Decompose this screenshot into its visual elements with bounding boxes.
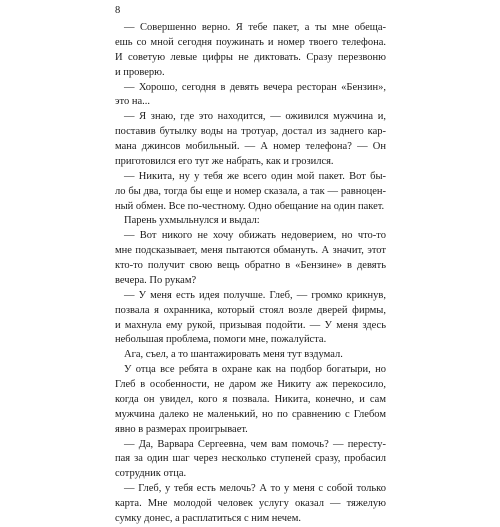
text-line: пая за один шаг через несколько ступеней сразу, пробасил <box>115 453 386 465</box>
text-line: Парень ухмыльнулся и выдал: <box>124 215 260 227</box>
text-line: И советую левые цифры не диктовать. Сразу перезвоню <box>115 51 386 63</box>
text-line: небольшая проблема, помоги мне, пожалуйста. <box>115 334 327 346</box>
text-line: мана джинсов мобильный. — А номер телефона? — Он <box>115 141 386 152</box>
text-line: карта. Мне молодой человек услугу оказал — тяжелую <box>115 498 386 509</box>
body-text <box>115 21 386 527</box>
text-line: и проверю. <box>115 66 165 78</box>
text-line: — Глеб, у тебя есть мелочь? А то у меня с собой только <box>124 483 386 495</box>
text-line: — У меня есть идея получше. Глеб, — громко крикнув, <box>124 289 386 301</box>
text-line: сотрудник отца. <box>115 468 187 480</box>
text-line: ло бы два, тогда бы еще и номер сказала, а так — равноцен- <box>115 185 386 197</box>
text-line: мне подсказывает, меня пытаются обмануть. А значит, этот <box>115 245 386 257</box>
text-line: Ага, съел, а то шантажировать меня тут вздумал. <box>124 349 343 361</box>
text-line: — Совершенно верно. Я тебе пакет, а ты мне обеща- <box>124 22 386 33</box>
text-line: — Я знаю, где это находится, — оживился мужчина и, <box>124 111 386 123</box>
text-line: — Хорошо, сегодня в девять вечера ресторан «Бензин», <box>124 81 386 93</box>
text-line: ешь со мной сегодня поужинать и номер твоего телефона. <box>115 36 386 48</box>
text-line: это на... <box>115 96 150 108</box>
text-line: — Вот никого не хочу обижать недоверием, но что-то <box>124 230 386 242</box>
text-line: когда он увидел, кого я позвала. Никита, конечно, и сам <box>115 393 386 405</box>
text-line: Глеб в особенности, не даром же Никиту аж перекосило, <box>115 379 386 390</box>
text-line: вечера. По рукам? <box>115 274 197 286</box>
text-line: сумку донес, а расплатиться с ним нечем. <box>115 512 301 524</box>
text-line: кто-то получит свою вещь обратно в «Бензине» в девять <box>115 260 386 271</box>
text-line: и махнула ему рукой, призывая подойти. — У меня здесь <box>115 319 386 331</box>
text-line: ный обмен. Все по-честному. Одно обещание на один пакет. <box>115 200 385 212</box>
text-line: поставив бутылку воды на тротуар, достал из заднего кар- <box>115 126 386 138</box>
text-line: позвала я охранника, который стоял возле дверей фирмы, <box>115 304 386 316</box>
page-number: 8 <box>115 5 121 16</box>
text-line: приготовился его тут же набрать, как и грозился. <box>115 155 334 167</box>
text-line: — Да, Варвара Сергеевна, чем вам помочь? — пересту- <box>124 438 386 450</box>
text-line: — Никита, ну у тебя же всего один мой пакет. Вот бы- <box>124 170 386 182</box>
text-line: У отца все ребята в охране как на подбор богатыри, но <box>124 364 386 376</box>
text-line: мужчина далеко не маленький, но по сравнению с Глебом <box>115 408 386 420</box>
text-line: явно в размерах проигрывает. <box>115 423 248 435</box>
